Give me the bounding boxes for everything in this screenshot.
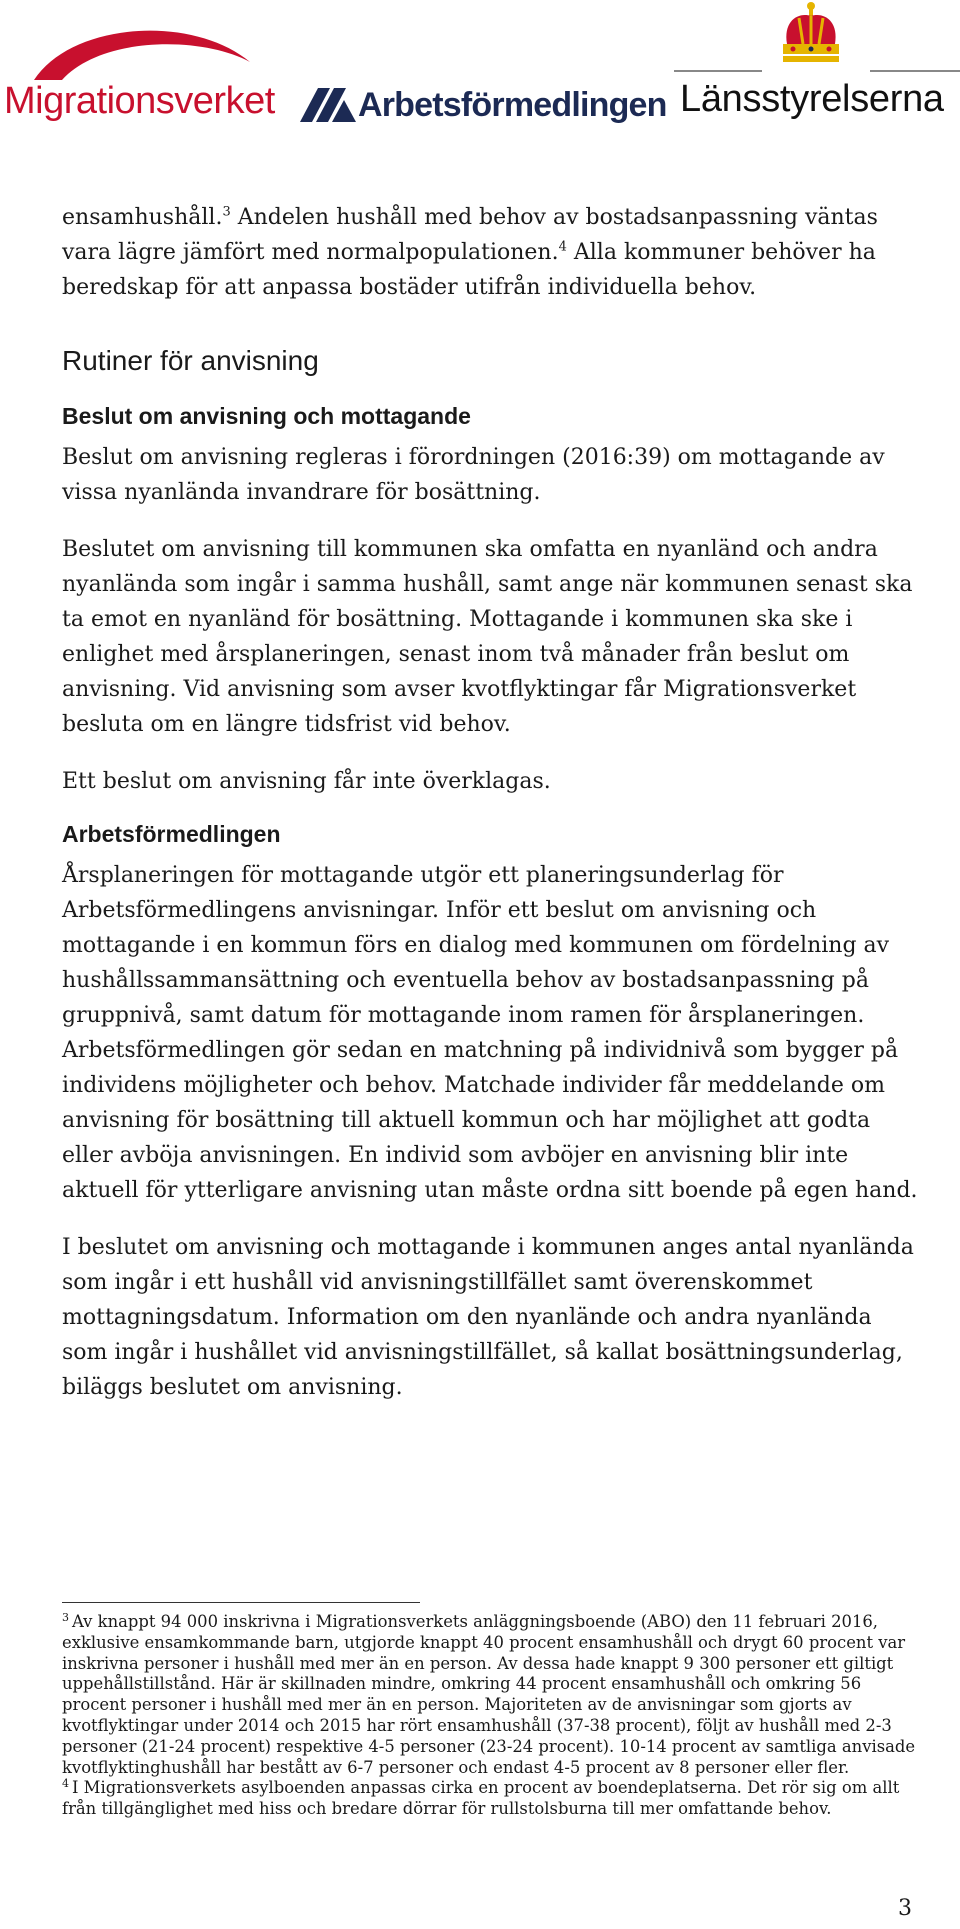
intro-text-a: ensamhushåll. [62, 205, 223, 230]
arbetsformedlingen-wordmark: Arbetsförmedlingen [358, 86, 667, 124]
heading-arbetsformedlingen: Arbetsförmedlingen [62, 821, 281, 847]
page-number: 3 [898, 1896, 912, 1921]
footnote-ref-3[interactable]: 3 [222, 204, 231, 220]
intro-paragraph [62, 200, 922, 305]
paragraph-1: Beslut om anvisning regleras i förordningen (2016:39) om mottagande av vissa nyanlända invandrare för bosättning. [62, 445, 885, 505]
document-body [62, 200, 922, 1427]
arbetsformedlingen-mark-icon [300, 88, 356, 122]
footnote-ref-4[interactable]: 4 [558, 239, 567, 255]
intro-text-c: Alla kommuner behöver ha beredskap för att anpassa bostäder utifrån individuella behov. [62, 240, 876, 300]
heading-rutiner: Rutiner för anvisning [62, 345, 319, 376]
paragraph-4: Årsplaneringen för mottagande utgör ett planeringsunderlag för Arbetsförmedlingens anvisningar. Inför ett beslut om anvisning och mottagande i en kommun förs en dialog med kommunen om fördelning av hushållssammansättning och eventuella behov av bostadsanpassning på gruppnivå, samt datum för mottagande inom ramen för årsplaneringen. Arbetsförmedlingen gör sedan en matchning på individnivå som bygger på individens möjligheter och behov. Matchade individer får meddelande om anvisning för bosättning till aktuell kommun och har möjlighet att godta eller avböja anvisningen. En individ som avböjer en anvisning blir inte aktuell för ytterligare anvisning utan måste ordna sitt boende på egen hand. [62, 863, 918, 1203]
intro-text-b: Andelen hushåll med behov av bostadsanpassning väntas vara lägre jämfört med normalpopulationen. [62, 205, 878, 265]
footnote-text: Av knappt 94 000 inskrivna i Migrationsverkets anläggningsboende (ABO) den 11 februari 2016, exklusive ensamkommande barn, utgjorde knappt 40 procent ensamhushåll och drygt 60 procent var inskrivna personer i hushåll med mer än en person. Av dessa hade knappt 9 300 personer ett giltigt uppehållstillstånd. Här är skillnaden mindre, omkring 44 procent ensamhushåll och omkring 56 procent personer i hushåll med mer än en person. Majoriteten av de anvisningar som gjorts av kvotflyktingar under 2014 och 2015 har rört ensamhushåll (37-38 procent), följt av hushåll med 2-3 personer (21-24 procent) respektive 4-5 personer (23-24 procent). 10-14 procent av samtliga anvisade kvotflyktinghushåll har bestått av 6-7 personer och endast 4-5 procent av 8 personer eller fler. [62, 1612, 916, 1777]
footnote-number: 4 [62, 1776, 69, 1790]
header-logos [0, 0, 960, 140]
footnote-text: I Migrationsverkets asylboenden anpassas cirka en procent av boendeplatserna. Det rör sig om allt från tillgänglighet med hiss och bredare dörrar för rullstolsburna till mer omfattande behov. [62, 1778, 900, 1819]
paragraph-2: Beslutet om anvisning till kommunen ska omfatta en nyanländ och andra nyanlända som ingår i samma hushåll, samt ange när kommunen senast ska ta emot en nyanländ för bosättning. Mottagande i kommunen ska ske i enlighet med årsplaneringen, senast inom två månader från beslut om anvisning. Vid anvisning som avser kvotflyktingar får Migrationsverket besluta om en längre tidsfrist vid behov. [62, 537, 913, 737]
logo-divider-right [870, 70, 960, 72]
logo-divider-left [674, 70, 762, 72]
footnote-number: 3 [62, 1610, 69, 1624]
paragraph-3: Ett beslut om anvisning får inte överklagas. [62, 769, 551, 794]
footnote-4 [62, 1778, 922, 1820]
lansstyrelserna-logo [674, 0, 960, 135]
arbetsformedlingen-logo [300, 80, 670, 136]
paragraph-5: I beslutet om anvisning och mottagande i kommunen anges antal nyanlända som ingår i ett hushåll vid anvisningstillfället samt överenskommet mottagningsdatum. Information om den nyanlände och andra nyanlända som ingår i hushållet vid anvisningstillfället, så kallat bosättningsunderlag, biläggs beslutet om anvisning. [62, 1235, 914, 1400]
footnote-3 [62, 1612, 922, 1778]
lansstyrelserna-wordmark: Länsstyrelserna [680, 78, 944, 120]
migrationsverket-logo [4, 22, 294, 132]
migrationsverket-wordmark: Migrationsverket [4, 80, 275, 122]
migrationsverket-swoosh-icon [32, 22, 252, 82]
footnotes [62, 1612, 922, 1820]
heading-beslut: Beslut om anvisning och mottagande [62, 403, 471, 429]
crown-icon [769, 0, 853, 70]
footnote-divider [62, 1602, 420, 1603]
